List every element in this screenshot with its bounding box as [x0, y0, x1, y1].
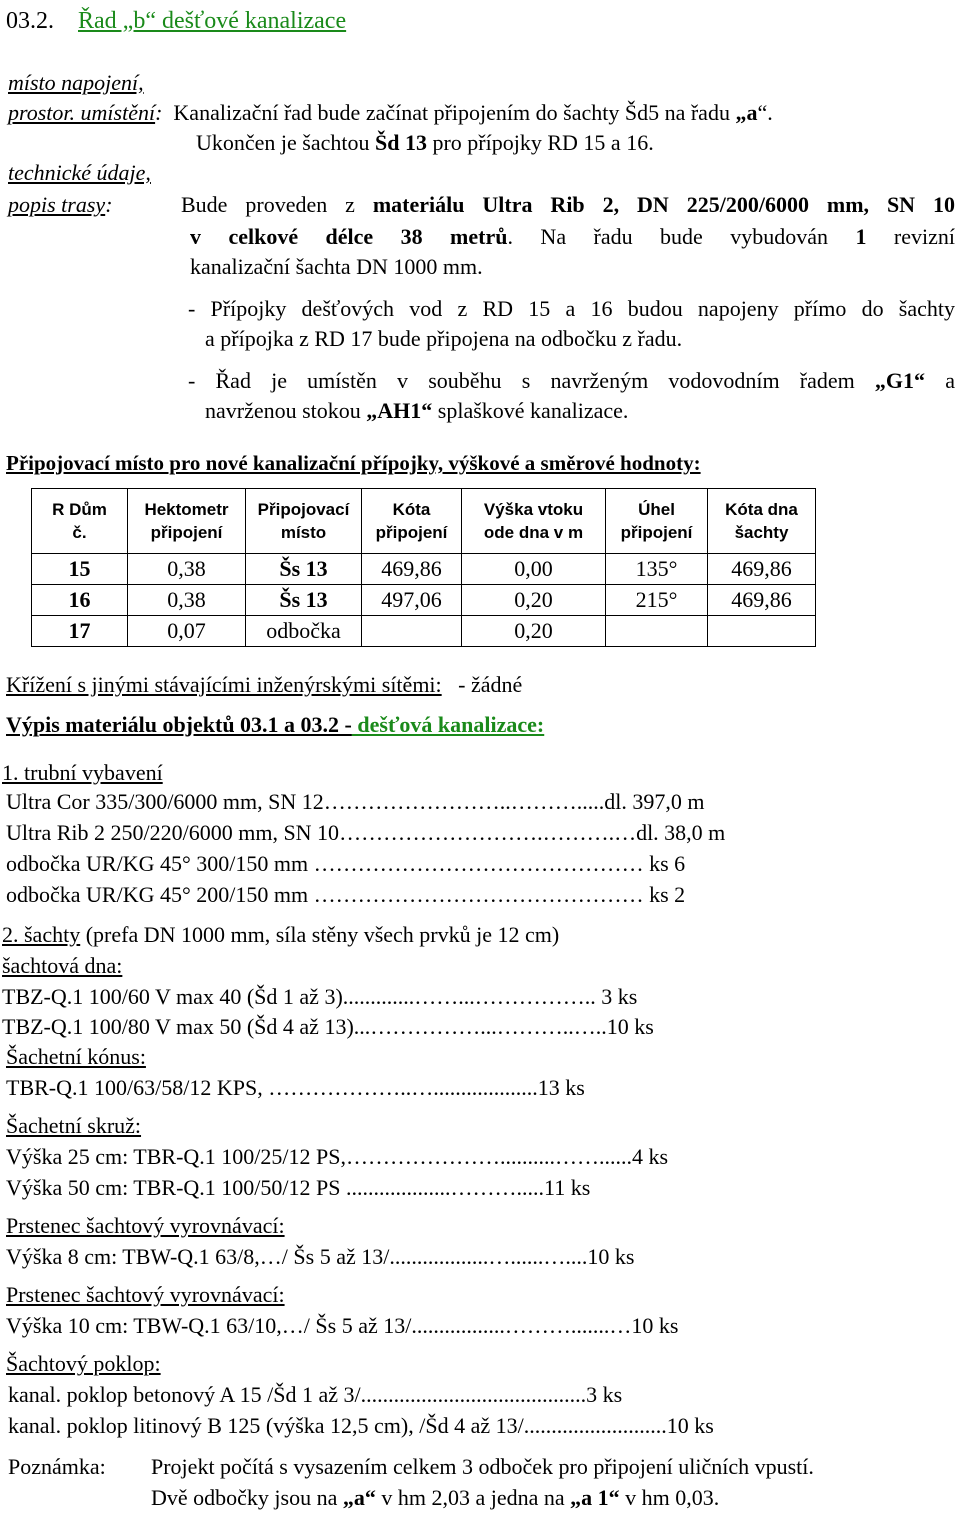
note-line-1: Projekt počítá s vysazením celkem 3 odboček pro připojení uličních vpustí.	[151, 1454, 814, 1479]
cell-angle: 215°	[606, 585, 708, 616]
placement-row-ref: „a	[735, 100, 758, 125]
section-heading	[6, 6, 346, 36]
route-text-2: . Na řadu bude vybudován	[507, 224, 856, 249]
cell-rd: 15	[32, 554, 128, 585]
material-title-text: Výpis materiálu objektů 03.1 a 03.2 -	[6, 712, 352, 737]
cell-rd: 16	[32, 585, 128, 616]
placement-label: prostor. umístění	[8, 100, 156, 125]
item-name: Ultra Rib 2 250/220/6000 mm, SN 10	[6, 820, 340, 845]
col-header-elevation: Kóta připojení	[362, 489, 462, 554]
cell-rd: 17	[32, 616, 128, 647]
item-qty: ks 2	[649, 882, 686, 907]
item-name: TBZ-Q.1 100/80 V max 50 (Šd 4 až 13)	[2, 1014, 354, 1039]
list-item: kanal. poklop betonový A 15 /Šd 1 až 3/.........................................3 ks	[8, 1382, 623, 1407]
table-header-row	[32, 489, 816, 554]
list-item: Výška 10 cm: TBW-Q.1 63/10,…/ Šs 5 až 13/.................……….......…10 ks	[6, 1313, 679, 1338]
col-header-angle: Úhel připojení	[606, 489, 708, 554]
item-qty: 13 ks	[537, 1075, 585, 1100]
item-qty: 3 ks	[601, 984, 638, 1009]
note-row-a1: „a 1“	[570, 1485, 620, 1510]
bullet-2-ah1: „AH1“	[366, 398, 433, 423]
item-qty: 10 ks	[606, 1014, 654, 1039]
section-title: Řad „b“ dešťové kanalizace	[78, 8, 347, 34]
list-item: TBR-Q.1 100/63/58/12 KPS, ………………..…...................13 ks	[6, 1075, 585, 1100]
route-text-3: revizní	[866, 224, 955, 249]
bullet-2-line-2	[205, 398, 628, 424]
list-item: odbočka UR/KG 45° 300/150 mm ……………………………………… ks 6	[6, 851, 686, 876]
list-item: TBZ-Q.1 100/80 V max 50 (Šd 4 až 13)...……………...………..…..10 ks	[2, 1014, 654, 1039]
table-row	[32, 616, 816, 647]
material-title	[6, 712, 544, 738]
placement-text: Kanalizační řad bude začínat připojením do šachty Šd5 na řadu	[173, 100, 736, 125]
route-line-1: popis trasy:	[8, 192, 113, 217]
col-header-rd: R Dům č.	[32, 489, 128, 554]
col-header-inlet-height: Výška vtoku ode dna v m	[462, 489, 606, 554]
table-row	[32, 554, 816, 585]
list-item: Výška 8 cm: TBW-Q.1 63/8,…/ Šs 5 až 13/..................…......…....10 ks	[6, 1244, 635, 1269]
item-qty: 3 ks	[586, 1382, 623, 1407]
list-item: Výška 25 cm: TBR-Q.1 100/25/12 PS,…………………..........……......4 ks	[6, 1144, 669, 1169]
route-line-3: kanalizační šachta DN 1000 mm.	[190, 254, 483, 279]
list-item: Ultra Rib 2 250/220/6000 mm, SN 10……………………….……….…dl. 38,0 m	[6, 820, 726, 845]
note-text: Dvě odbočky jsou na	[151, 1485, 343, 1510]
bullet-2-text-2: a	[925, 368, 955, 393]
cone-label: Šachetní kónus:	[6, 1044, 146, 1069]
cell-elevation: 469,86	[362, 554, 462, 585]
item-name: Výška 25 cm: TBR-Q.1 100/25/12 PS,	[6, 1144, 347, 1169]
cell-bottom-elevation: 469,86	[708, 554, 816, 585]
note-line-2	[151, 1485, 719, 1511]
site-end-line	[196, 130, 654, 156]
note-text-2: v hm 2,03 a jedna na	[375, 1485, 571, 1510]
item-name: TBZ-Q.1 100/60 V max 40 (Šd 1 až 3)	[2, 984, 343, 1009]
col-header-connection-point: Připojovací místo	[246, 489, 362, 554]
cell-connection-point: odbočka	[246, 616, 362, 647]
placement-end: “.	[757, 100, 773, 125]
note-label: Poznámka:	[8, 1454, 106, 1479]
item-name: odbočka UR/KG 45° 300/150 mm	[6, 851, 309, 876]
table-row	[32, 585, 816, 616]
shaft-bottoms-label: šachtová dna:	[2, 953, 123, 978]
note-text-3: v hm 0,03.	[619, 1485, 720, 1510]
crossing-value: - žádné	[458, 672, 523, 697]
pipes-section-title: 1. trubní vybavení	[2, 760, 163, 785]
route-line-2	[190, 224, 955, 250]
cell-inlet-height: 0,20	[462, 616, 606, 647]
shafts-title: 2. šachty	[2, 922, 81, 947]
bullet-1-line-2: a přípojka z RD 17 bude připojena na odbočku z řadu.	[205, 326, 683, 351]
item-name: Výška 8 cm: TBW-Q.1 63/8,…/ Šs 5 až 13/	[6, 1244, 390, 1269]
cell-hectometer: 0,07	[128, 616, 246, 647]
cell-hectometer: 0,38	[128, 585, 246, 616]
end-shaft: Šd 13	[375, 130, 427, 155]
route-material	[181, 192, 955, 218]
end-text: Ukončen je šachtou	[196, 130, 375, 155]
material-title-green: dešťová kanalizace:	[351, 712, 545, 737]
cell-inlet-height: 0,00	[462, 554, 606, 585]
adjust-ring-label-2: Prstenec šachtový vyrovnávací:	[6, 1282, 285, 1307]
adjust-ring-label-1: Prstenec šachtový vyrovnávací:	[6, 1213, 285, 1238]
list-item: Výška 50 cm: TBR-Q.1 100/50/12 PS ...................……….....11 ks	[6, 1175, 591, 1200]
item-qty: 10 ks	[587, 1244, 635, 1269]
list-item: Ultra Cor 335/300/6000 mm, SN 12……………………..……….....dl. 397,0 m	[6, 789, 705, 814]
route-text: Bude proveden z	[181, 192, 373, 217]
cell-connection-point: Šs 13	[246, 585, 362, 616]
item-name: TBR-Q.1 100/63/58/12 KPS,	[6, 1075, 263, 1100]
cell-bottom-elevation: 469,86	[708, 585, 816, 616]
cover-label: Šachtový poklop:	[6, 1351, 161, 1376]
cell-inlet-height: 0,20	[462, 585, 606, 616]
table-title: Připojovací místo pro nové kanalizační přípojky, výškové a směrové hodnoty:	[6, 451, 701, 475]
note-row-a: „a“	[342, 1485, 376, 1510]
route-label: popis trasy	[8, 192, 106, 217]
list-item: TBZ-Q.1 100/60 V max 40 (Šd 1 až 3).............……...…………….. 3 ks	[2, 984, 638, 1009]
bullet-2-text: - Řad je umístěn v souběhu s navrženým vodovodním řadem	[188, 368, 875, 393]
item-name: Výška 10 cm: TBW-Q.1 63/10,…/ Šs 5 až 13/	[6, 1313, 412, 1338]
cell-angle	[606, 616, 708, 647]
crossing-line	[6, 672, 522, 698]
cell-bottom-elevation	[708, 616, 816, 647]
bullet-2-text-4: splaškové kanalizace.	[432, 398, 629, 423]
item-name: odbočka UR/KG 45° 200/150 mm	[6, 882, 309, 907]
route-count: 1	[855, 224, 867, 249]
route-material-spec: materiálu Ultra Rib 2, DN 225/200/6000 mm, SN 10	[372, 192, 955, 217]
bullet-1-line-1: - Přípojky dešťových vod z RD 15 a 16 budou napojeny přímo do šachty	[188, 296, 955, 321]
bullet-2-g1: „G1“	[874, 368, 926, 393]
item-qty: dl. 38,0 m	[636, 820, 726, 845]
item-name: Výška 50 cm: TBR-Q.1 100/50/12 PS	[6, 1175, 341, 1200]
item-name: kanal. poklop litinový B 125 (výška 12,5 cm), /Šd 4 až 13/	[8, 1413, 524, 1438]
col-header-hectometer: Hektometr připojení	[128, 489, 246, 554]
cell-elevation: 497,06	[362, 585, 462, 616]
shafts-note: (prefa DN 1000 mm, síla stěny všech prvků je 12 cm)	[80, 922, 560, 947]
bullet-2-text-3: navrženou stokou	[205, 398, 367, 423]
list-item: kanal. poklop litinový B 125 (výška 12,5 cm), /Šd 4 až 13/..........................10 ks	[8, 1413, 714, 1438]
cell-elevation	[362, 616, 462, 647]
site-label: místo napojení,	[8, 70, 144, 95]
item-qty: 11 ks	[544, 1175, 591, 1200]
end-text-2: pro přípojky RD 15 a 16.	[426, 130, 654, 155]
cell-angle: 135°	[606, 554, 708, 585]
bullet-2-line-1	[188, 368, 955, 394]
item-qty: 10 ks	[666, 1413, 714, 1438]
ring-label: Šachetní skruž:	[6, 1113, 142, 1138]
section-number: 03.2.	[6, 8, 54, 34]
shafts-section-title	[2, 922, 559, 948]
technical-label: technické údaje,	[8, 160, 151, 185]
cell-connection-point: Šs 13	[246, 554, 362, 585]
item-qty: 10 ks	[631, 1313, 679, 1338]
list-item: odbočka UR/KG 45° 200/150 mm ……………………………………… ks 2	[6, 882, 686, 907]
item-qty: 4 ks	[632, 1144, 669, 1169]
crossing-label: Křížení s jinými stávajícími inženýrskými sítěmi:	[6, 672, 442, 697]
item-qty: dl. 397,0 m	[604, 789, 705, 814]
route-length: v celkové délce 38 metrů	[190, 224, 508, 249]
col-header-bottom-elevation: Kóta dna šachty	[708, 489, 816, 554]
item-name: Ultra Cor 335/300/6000 mm, SN 12	[6, 789, 324, 814]
site-placement-line: prostor. umístění: Kanalizační řad bude začínat připojením do šachty Šd5 na řadu „a“.	[8, 100, 773, 125]
item-qty: ks 6	[649, 851, 686, 876]
item-name: kanal. poklop betonový A 15 /Šd 1 až 3/	[8, 1382, 361, 1407]
cell-hectometer: 0,38	[128, 554, 246, 585]
connection-table	[31, 488, 816, 647]
